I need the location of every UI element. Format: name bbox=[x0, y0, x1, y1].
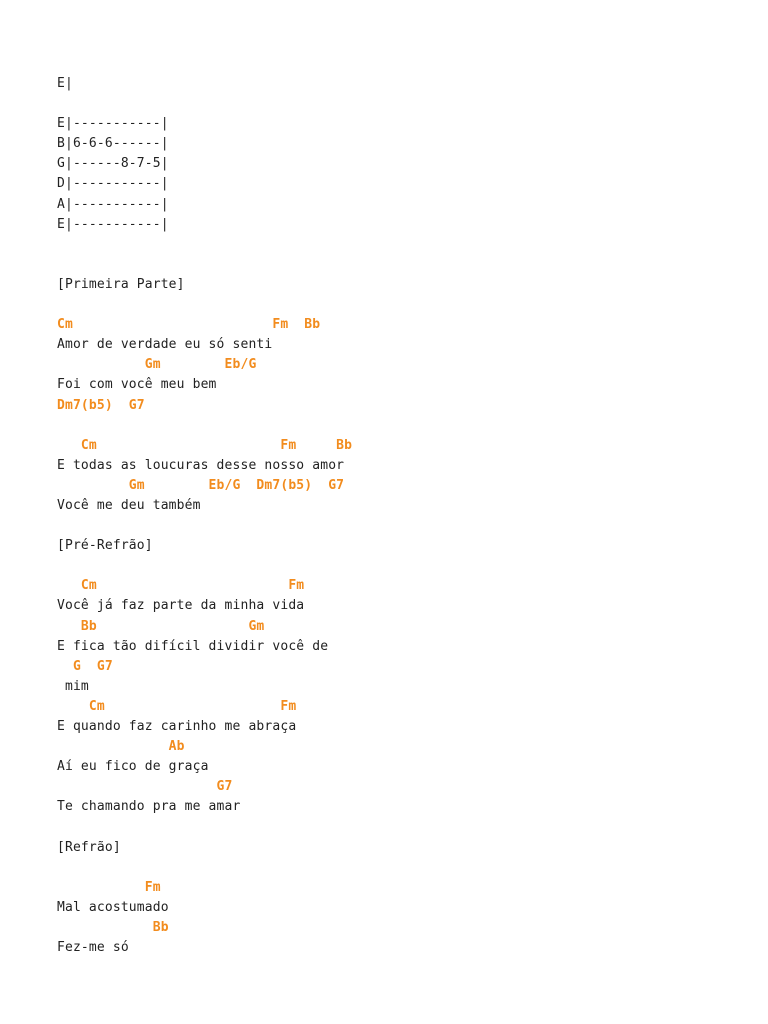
blank-line bbox=[57, 858, 747, 878]
chord-line: Cm Fm bbox=[57, 578, 305, 594]
tab-line: B|6-6-6------| bbox=[57, 136, 169, 152]
section-heading: [Primeira Parte] bbox=[57, 276, 185, 292]
chord-line: Cm Fm Bb bbox=[57, 437, 353, 453]
chord-line: G7 bbox=[57, 779, 233, 795]
tab-line: G|------8-7-5| bbox=[57, 156, 169, 172]
lyric-line: Amor de verdade eu só senti bbox=[57, 337, 273, 353]
blank-line bbox=[57, 416, 747, 436]
blank-line bbox=[57, 255, 747, 275]
chord-line: Cm Fm bbox=[57, 698, 297, 714]
blank-line bbox=[57, 556, 747, 576]
chord-line: Fm bbox=[57, 879, 161, 895]
chord-sheet bbox=[57, 74, 747, 956]
section-heading: [Refrão] bbox=[57, 839, 121, 855]
section-heading: [Pré-Refrão] bbox=[57, 538, 153, 554]
chord-line: Ab bbox=[57, 739, 185, 755]
tab-line: D|-----------| bbox=[57, 176, 169, 192]
blank-line bbox=[57, 817, 747, 837]
blank-line bbox=[57, 295, 747, 315]
chord-line: G G7 bbox=[57, 658, 113, 674]
chord-line: Bb Gm bbox=[57, 618, 265, 634]
tab-line: E|-----------| bbox=[57, 216, 169, 232]
lyric-line: Mal acostumado bbox=[57, 899, 169, 915]
chord-line: Bb bbox=[57, 919, 169, 935]
blank-line bbox=[57, 235, 747, 255]
tab-line: E|-----------| bbox=[57, 116, 169, 132]
lyric-line: Foi com você meu bem bbox=[57, 377, 217, 393]
lyric-line: E quando faz carinho me abraça bbox=[57, 719, 297, 734]
chord-line: Gm Eb/G Dm7(b5) G7 bbox=[57, 477, 345, 493]
lyric-line: Aí eu fico de graça bbox=[57, 759, 209, 775]
lyric-line: Fez-me só bbox=[57, 940, 129, 956]
chord-line: Gm Eb/G bbox=[57, 357, 257, 373]
lyric-line: Te chamando pra me amar bbox=[57, 799, 241, 815]
blank-line bbox=[57, 94, 747, 114]
lyric-line: Você me deu também bbox=[57, 497, 201, 513]
lyric-line: Você já faz parte da minha vida bbox=[57, 598, 305, 614]
blank-line bbox=[57, 516, 747, 536]
tab-line: E| bbox=[57, 76, 73, 91]
tab-line: A|-----------| bbox=[57, 196, 169, 212]
lyric-line: E todas as loucuras desse nosso amor bbox=[57, 457, 345, 473]
chord-line: Cm Fm Bb bbox=[57, 317, 321, 333]
chord-line: Dm7(b5) G7 bbox=[57, 397, 145, 413]
lyric-line: E fica tão difícil dividir você de bbox=[57, 638, 329, 654]
lyric-line: mim bbox=[57, 678, 89, 694]
